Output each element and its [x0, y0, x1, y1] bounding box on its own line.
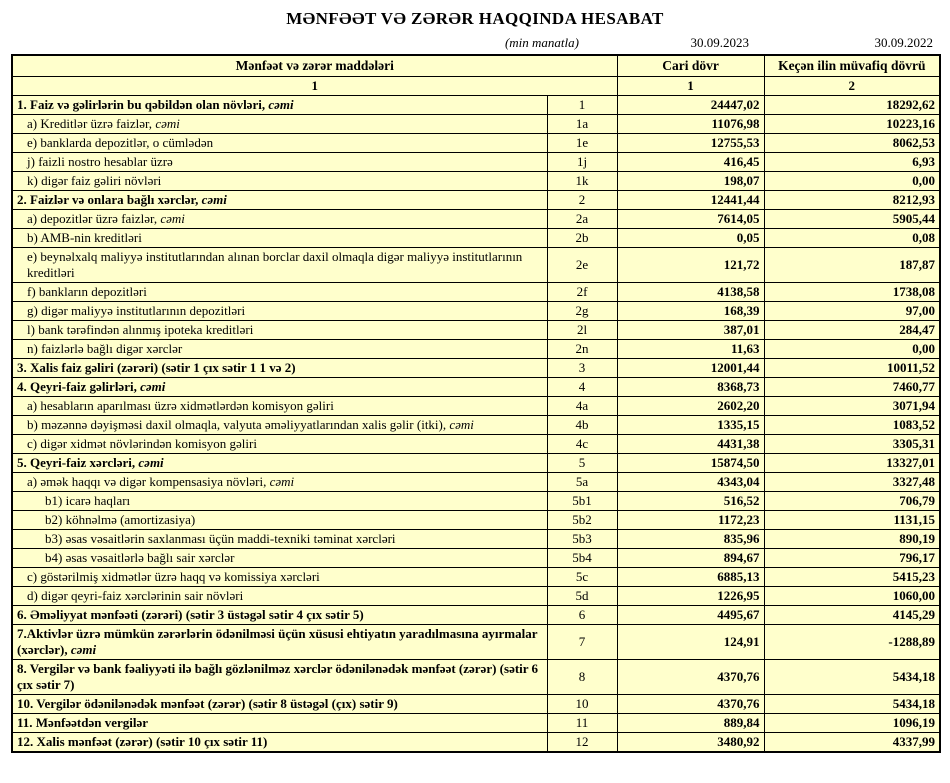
row-previous-value: 8212,93 — [764, 190, 940, 209]
row-current-value: 12755,53 — [617, 133, 764, 152]
table-row — [12, 301, 940, 320]
date-previous: 30.09.2022 — [874, 35, 933, 50]
row-previous-value: 706,79 — [764, 491, 940, 510]
table-row — [12, 624, 940, 659]
column-number-row — [12, 76, 940, 95]
row-previous-value: 1131,15 — [764, 510, 940, 529]
table-row — [12, 133, 940, 152]
row-code: 1a — [547, 114, 617, 133]
table-row — [12, 171, 940, 190]
table-row — [12, 605, 940, 624]
table-row — [12, 190, 940, 209]
row-current-value: 894,67 — [617, 548, 764, 567]
row-code: 2e — [547, 247, 617, 282]
row-previous-value: 0,08 — [764, 228, 940, 247]
row-code: 1k — [547, 171, 617, 190]
row-label: 7.Aktivlər üzrə mümkün zərərlərin ödənilməsi üçün xüsusi ehtiyatın yaradılmasına ayırmalar (xərclər), cəmi — [12, 624, 547, 659]
row-current-value: 11,63 — [617, 339, 764, 358]
row-current-value: 889,84 — [617, 713, 764, 732]
row-code: 1e — [547, 133, 617, 152]
row-label: d) digər qeyri-faiz xərclərinin sair növləri — [12, 586, 547, 605]
row-current-value: 3480,92 — [617, 732, 764, 752]
table-row — [12, 529, 940, 548]
row-label: 1. Faiz və gəlirlərin bu qəbildən olan növləri, cəmi — [12, 95, 547, 114]
row-current-value: 516,52 — [617, 491, 764, 510]
row-current-value: 6885,13 — [617, 567, 764, 586]
current-column-number: 1 — [617, 76, 764, 95]
row-previous-value: 3305,31 — [764, 434, 940, 453]
row-current-value: 4370,76 — [617, 694, 764, 713]
row-code: 11 — [547, 713, 617, 732]
row-previous-value: 18292,62 — [764, 95, 940, 114]
table-row — [12, 548, 940, 567]
row-code: 4c — [547, 434, 617, 453]
row-code: 5b1 — [547, 491, 617, 510]
row-code: 1j — [547, 152, 617, 171]
previous-column-number: 2 — [764, 76, 940, 95]
row-label: 2. Faizlər və onlara bağlı xərclər, cəmi — [12, 190, 547, 209]
table-row — [12, 453, 940, 472]
row-current-value: 198,07 — [617, 171, 764, 190]
row-previous-value: 13327,01 — [764, 453, 940, 472]
row-current-value: 4138,58 — [617, 282, 764, 301]
row-current-value: 387,01 — [617, 320, 764, 339]
row-label: 8. Vergilər və bank fəaliyyəti ilə bağlı gözlənilməz xərclər ödənilənədək mənfəət (zərər) (sətir 6 çıx sətir 7) — [12, 659, 547, 694]
row-previous-value: 890,19 — [764, 529, 940, 548]
row-code: 5a — [547, 472, 617, 491]
row-code: 10 — [547, 694, 617, 713]
table-row — [12, 491, 940, 510]
row-code: 2l — [547, 320, 617, 339]
row-label-suffix: cəmi — [268, 96, 294, 112]
row-previous-value: 5905,44 — [764, 209, 940, 228]
row-current-value: 7614,05 — [617, 209, 764, 228]
table-row — [12, 209, 940, 228]
row-previous-value: 0,00 — [764, 171, 940, 190]
row-label: l) bank tərəfindən alınmış ipoteka kreditləri — [12, 320, 547, 339]
row-current-value: 24447,02 — [617, 95, 764, 114]
row-previous-value: 796,17 — [764, 548, 940, 567]
row-current-value: 12441,44 — [617, 190, 764, 209]
previous-period-header: Keçən ilin müvafiq dövrü — [764, 55, 940, 76]
row-previous-value: 10011,52 — [764, 358, 940, 377]
row-previous-value: 3071,94 — [764, 396, 940, 415]
table-row — [12, 713, 940, 732]
table-row — [12, 339, 940, 358]
row-label: f) bankların depozitləri — [12, 282, 547, 301]
row-code: 7 — [547, 624, 617, 659]
row-code: 2b — [547, 228, 617, 247]
row-label: j) faizli nostro hesablar üzrə — [12, 152, 547, 171]
row-previous-value: 187,87 — [764, 247, 940, 282]
row-code: 2a — [547, 209, 617, 228]
row-previous-value: 1096,19 — [764, 713, 940, 732]
table-row — [12, 396, 940, 415]
row-code: 6 — [547, 605, 617, 624]
row-current-value: 15874,50 — [617, 453, 764, 472]
row-current-value: 121,72 — [617, 247, 764, 282]
row-previous-value: 4337,99 — [764, 732, 940, 752]
row-previous-value: 5415,23 — [764, 567, 940, 586]
row-code: 5c — [547, 567, 617, 586]
table-row — [12, 247, 940, 282]
row-label: g) digər maliyyə institutlarının depozitləri — [12, 301, 547, 320]
row-label: b3) əsas vəsaitlərin saxlanması üçün maddi-texniki təminat xərcləri — [12, 529, 547, 548]
row-label: b2) köhnəlmə (amortizasiya) — [12, 510, 547, 529]
row-label: 5. Qeyri-faiz xərcləri, cəmi — [12, 453, 547, 472]
row-previous-value: 5434,18 — [764, 694, 940, 713]
row-label: n) faizlərlə bağlı digər xərclər — [12, 339, 547, 358]
row-code: 1 — [547, 95, 617, 114]
row-previous-value: 97,00 — [764, 301, 940, 320]
profit-loss-table — [11, 54, 941, 753]
row-code: 4 — [547, 377, 617, 396]
row-current-value: 835,96 — [617, 529, 764, 548]
row-code: 2n — [547, 339, 617, 358]
table-row — [12, 95, 940, 114]
table-body — [12, 95, 940, 752]
row-current-value: 8368,73 — [617, 377, 764, 396]
row-label: 3. Xalis faiz gəliri (zərəri) (sətir 1 çıx sətir 1 1 və 2) — [12, 358, 547, 377]
row-label-suffix: cəmi — [449, 416, 474, 432]
row-label: 12. Xalis mənfəət (zərər) (sətir 10 çıx sətir 11) — [12, 732, 547, 752]
date-current: 30.09.2023 — [690, 35, 749, 50]
table-row — [12, 732, 940, 752]
unit-label: (min manatla) — [504, 35, 579, 50]
table-row — [12, 358, 940, 377]
items-column-header: Mənfəət və zərər maddələri — [12, 55, 617, 76]
row-current-value: 0,05 — [617, 228, 764, 247]
row-previous-value: 1738,08 — [764, 282, 940, 301]
row-previous-value: -1288,89 — [764, 624, 940, 659]
table-row — [12, 152, 940, 171]
row-previous-value: 5434,18 — [764, 659, 940, 694]
row-label: a) əmək haqqı və digər kompensasiya növləri, cəmi — [12, 472, 547, 491]
row-label: b) AMB-nin kreditləri — [12, 228, 547, 247]
report-title: MƏNFƏƏT VƏ ZƏRƏR HAQQINDA HESABAT — [286, 9, 664, 28]
row-label: 10. Vergilər ödənilənədək mənfəət (zərər) (sətir 8 üstəgəl (çıx) sətir 9) — [12, 694, 547, 713]
row-code: 8 — [547, 659, 617, 694]
row-label: b4) əsas vəsaitlərlə bağlı sair xərclər — [12, 548, 547, 567]
row-previous-value: 8062,53 — [764, 133, 940, 152]
row-code: 4a — [547, 396, 617, 415]
row-current-value: 1172,23 — [617, 510, 764, 529]
table-row — [12, 694, 940, 713]
row-label: c) digər xidmət növlərindən komisyon gəliri — [12, 434, 547, 453]
row-current-value: 4343,04 — [617, 472, 764, 491]
row-code: 2 — [547, 190, 617, 209]
row-current-value: 1335,15 — [617, 415, 764, 434]
row-label-suffix: cəmi — [201, 191, 227, 207]
row-code: 5b4 — [547, 548, 617, 567]
row-code: 12 — [547, 732, 617, 752]
row-code: 4b — [547, 415, 617, 434]
row-label: e) beynəlxalq maliyyə institutlarından alınan borclar daxil olmaqla digər maliyyə institutlarının kreditləri — [12, 247, 547, 282]
row-current-value: 4370,76 — [617, 659, 764, 694]
table-row — [12, 434, 940, 453]
row-code: 5b2 — [547, 510, 617, 529]
row-current-value: 416,45 — [617, 152, 764, 171]
row-label: b1) icarə haqları — [12, 491, 547, 510]
row-previous-value: 0,00 — [764, 339, 940, 358]
meta-row — [11, 35, 939, 54]
table-row — [12, 472, 940, 491]
row-current-value: 11076,98 — [617, 114, 764, 133]
table-row — [12, 377, 940, 396]
current-period-header: Cari dövr — [617, 55, 764, 76]
table-row — [12, 114, 940, 133]
row-previous-value: 6,93 — [764, 152, 940, 171]
row-code: 5b3 — [547, 529, 617, 548]
row-label: 6. Əməliyyat mənfəəti (zərəri) (sətir 3 üstəgəl sətir 4 çıx sətir 5) — [12, 605, 547, 624]
table-row — [12, 415, 940, 434]
table-row — [12, 282, 940, 301]
row-label: a) depozitlər üzrə faizlər, cəmi — [12, 209, 547, 228]
row-label: b) məzənnə dəyişməsi daxil olmaqla, valyuta əməliyyatlarından xalis gəlir (itki), cəmi — [12, 415, 547, 434]
table-row — [12, 510, 940, 529]
row-current-value: 124,91 — [617, 624, 764, 659]
row-label: a) hesabların aparılması üzrə xidmətlərdən komisyon gəliri — [12, 396, 547, 415]
row-previous-value: 7460,77 — [764, 377, 940, 396]
table-header-row — [12, 55, 940, 76]
row-label-suffix: cəmi — [155, 115, 180, 131]
table-row — [12, 228, 940, 247]
row-current-value: 2602,20 — [617, 396, 764, 415]
row-code: 5d — [547, 586, 617, 605]
row-label-suffix: cəmi — [160, 210, 185, 226]
row-current-value: 1226,95 — [617, 586, 764, 605]
row-previous-value: 1083,52 — [764, 415, 940, 434]
row-label-suffix: cəmi — [140, 378, 166, 394]
table-head — [12, 55, 940, 95]
row-code: 5 — [547, 453, 617, 472]
row-label: 11. Mənfəətdən vergilər — [12, 713, 547, 732]
row-previous-value: 10223,16 — [764, 114, 940, 133]
row-previous-value: 284,47 — [764, 320, 940, 339]
row-current-value: 12001,44 — [617, 358, 764, 377]
table-row — [12, 320, 940, 339]
table-row — [12, 659, 940, 694]
table-row — [12, 567, 940, 586]
row-current-value: 4495,67 — [617, 605, 764, 624]
row-label-suffix: cəmi — [70, 641, 97, 657]
row-label: e) banklarda depozitlər, o cümlədən — [12, 133, 547, 152]
row-label: k) digər faiz gəliri növləri — [12, 171, 547, 190]
row-current-value: 168,39 — [617, 301, 764, 320]
row-previous-value: 4145,29 — [764, 605, 940, 624]
row-code: 2g — [547, 301, 617, 320]
row-previous-value: 3327,48 — [764, 472, 940, 491]
row-label-suffix: cəmi — [138, 454, 164, 470]
table-row — [12, 586, 940, 605]
row-label: 4. Qeyri-faiz gəlirləri, cəmi — [12, 377, 547, 396]
row-code: 2f — [547, 282, 617, 301]
row-label: c) göstərilmiş xidmətlər üzrə haqq və komissiya xərcləri — [12, 567, 547, 586]
row-label: a) Kreditlər üzrə faizlər, cəmi — [12, 114, 547, 133]
row-code: 3 — [547, 358, 617, 377]
items-column-number: 1 — [12, 76, 617, 95]
row-previous-value: 1060,00 — [764, 586, 940, 605]
row-current-value: 4431,38 — [617, 434, 764, 453]
row-label-suffix: cəmi — [269, 473, 295, 489]
